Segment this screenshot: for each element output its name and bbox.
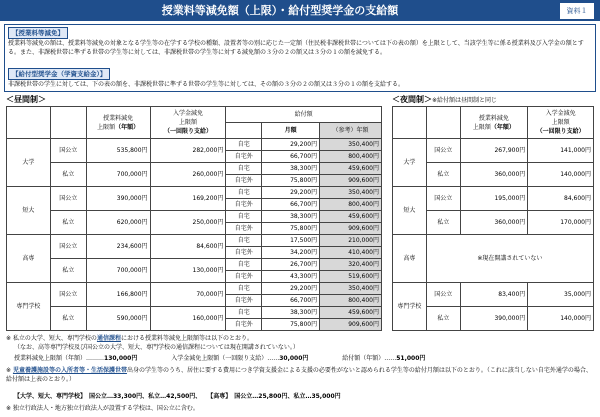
day-col-tuition: 授業料減免 上限額（年額） (86, 107, 150, 139)
note-correspondence-sub: （なお、高等専門学校及び国公立の大学、短大、専門学校の通信課程については現在開講されていない。） (14, 344, 299, 351)
entrance-cell: 130,000円 (150, 259, 226, 283)
monthly-cell: 75,800円 (262, 319, 320, 331)
monthly-cell: 17,500円 (262, 235, 320, 247)
school-type-cell: 高専 (393, 235, 427, 283)
entrance-cell: 160,000円 (150, 307, 226, 331)
night-col-tuition: 授業料減免 上限額（年額） (460, 107, 528, 139)
school-type-cell: 短大 (393, 187, 427, 235)
annual-cell: 909,600円 (320, 223, 382, 235)
tuition-cell: 195,000円 (460, 187, 528, 211)
monthly-cell: 38,300円 (262, 163, 320, 175)
entrance-cell: 35,000円 (528, 283, 594, 307)
section-text-tuition: 授業料等減免の額は、授業料等減免の対象となる学生等の在学する学校の種類、設置者等の別に応じた一定額（住民税非課税世帯については下の表の額）を上限として、当該学生等に係る授業料及び入学金の額とする。また、非課税世帯に準ずる世帯の学生等に対しては、非課税世帯の学生等に対する減免額の３分の２の額又は３分の１の額を減免する。 (8, 40, 584, 56)
tuition-cell: 83,400円 (460, 283, 528, 307)
tuition-cell: 390,000円 (86, 187, 150, 211)
establisher-cell: 国公立 (50, 283, 86, 307)
living-cell: 自宅外 (226, 319, 262, 331)
tuition-cell: 390,000円 (460, 307, 528, 331)
table-row (393, 235, 594, 283)
annual-cell: 800,400円 (320, 199, 382, 211)
monthly-cell: 29,200円 (262, 187, 320, 199)
table-row (7, 163, 382, 175)
day-col-school (7, 107, 51, 139)
annual-cell: 459,600円 (320, 163, 382, 175)
monthly-cell: 26,700円 (262, 259, 320, 271)
annual-cell: 909,600円 (320, 175, 382, 187)
monthly-cell: 66,700円 (262, 199, 320, 211)
entrance-cell: 140,000円 (528, 163, 594, 187)
tuition-cell: 535,800円 (86, 139, 150, 163)
day-col-grant: 給付額 (226, 107, 382, 123)
annual-cell: 350,400円 (320, 283, 382, 295)
school-type-cell: 専門学校 (7, 283, 51, 331)
entrance-cell: 170,000円 (528, 211, 594, 235)
table-row (7, 187, 382, 199)
tuition-cell: 700,000円 (86, 163, 150, 187)
night-col-type (426, 107, 460, 139)
tuition-cell: 360,000円 (460, 211, 528, 235)
annual-cell: 320,400円 (320, 259, 382, 271)
entrance-cell: 250,000円 (150, 211, 226, 235)
living-cell: 自宅 (226, 307, 262, 319)
annual-cell: 210,000円 (320, 235, 382, 247)
establisher-cell: 私立 (50, 163, 86, 187)
school-type-cell: 高専 (7, 235, 51, 283)
monthly-cell: 34,200円 (262, 247, 320, 259)
living-cell: 自宅 (226, 283, 262, 295)
establisher-cell: 私立 (426, 307, 460, 331)
note-protected: ※ 児童養護施設等の入所者等・生活保護世帯出身の学生等のうち、居住に要する費用につき学資支援金による支援の必要性がないと認められる学生等の給付月額は以下のとおり。（これに該当しない自宅外通学の場合、給付額は上表のとおり。） (6, 367, 592, 383)
note-protected-rates: 【大学、短大、専門学校】 国公立…33,300円、私立…42,500円、 【高専】 国公立…25,800円、私立…35,000円 (14, 393, 341, 400)
living-cell: 自宅 (226, 139, 262, 151)
table-row (7, 235, 382, 247)
table-row (393, 187, 594, 211)
living-cell: 自宅 (226, 259, 262, 271)
school-type-cell: 大学 (7, 139, 51, 187)
day-col-reference: （参考）年額 (320, 123, 382, 139)
monthly-cell: 43,300円 (262, 271, 320, 283)
annual-cell: 459,600円 (320, 307, 382, 319)
entrance-cell: 169,200円 (150, 187, 226, 211)
monthly-cell: 75,800円 (262, 223, 320, 235)
living-cell: 自宅 (226, 163, 262, 175)
tuition-cell: 234,600円 (86, 235, 150, 259)
note-correspondence: ※ 私立の大学、短大、専門学校の通信課程における授業料等減免上限額等は以下のとおり。 (6, 335, 253, 342)
annual-cell: 459,600円 (320, 211, 382, 223)
entrance-cell: 84,600円 (528, 187, 594, 211)
document-badge: 資料１ (560, 3, 594, 19)
establisher-cell: 国公立 (50, 187, 86, 211)
page-title: 授業料等減免額（上限）・給付型奨学金の支給額 (161, 4, 399, 17)
table-row (393, 139, 594, 163)
table-row (7, 259, 382, 271)
table-row (7, 307, 382, 319)
tuition-cell: 360,000円 (460, 163, 528, 187)
school-type-cell: 大学 (393, 139, 427, 187)
school-type-cell: 専門学校 (393, 283, 427, 331)
entrance-cell: 84,600円 (150, 235, 226, 259)
entrance-cell: 70,000円 (150, 283, 226, 307)
living-cell: 自宅外 (226, 151, 262, 163)
entrance-cell: 141,000円 (528, 139, 594, 163)
day-col-monthly: 月額 (262, 123, 320, 139)
day-table-heading: ＜昼間制＞ (6, 95, 46, 104)
establisher-cell: 国公立 (50, 139, 86, 163)
monthly-cell: 29,200円 (262, 283, 320, 295)
annual-cell: 800,400円 (320, 295, 382, 307)
monthly-cell: 38,300円 (262, 307, 320, 319)
annual-cell: 519,600円 (320, 271, 382, 283)
living-cell: 自宅外 (226, 247, 262, 259)
tuition-cell: 590,000円 (86, 307, 150, 331)
establisher-cell: 私立 (50, 307, 86, 331)
annual-cell: 410,400円 (320, 247, 382, 259)
tuition-cell: 166,800円 (86, 283, 150, 307)
night-col-school (393, 107, 427, 139)
school-type-cell: 短大 (7, 187, 51, 235)
intro-box (4, 24, 596, 92)
day-col-entrance: 入学金減免 上限額 （一回限り支給） (150, 107, 226, 139)
establisher-cell: 私立 (426, 211, 460, 235)
note-correspondence-values: 授業料減免上限額（年額）………130,000円 入学金減免上限額（一回限り支給）……30,000円 給付額（年額）……51,000円 (14, 355, 426, 362)
section-label-grant: 【給付型奨学金（学資支給金）】 (8, 68, 110, 80)
table-row (7, 283, 382, 295)
table-row (7, 139, 382, 151)
living-cell: 自宅 (226, 187, 262, 199)
tuition-cell: 620,000円 (86, 211, 150, 235)
day-col-living (226, 123, 262, 139)
section-text-grant: 非課税世帯の学生に対しては、下の表の額を、非課税世帯に準ずる世帯の学生等に対しては、その額の３分の２の額又は３分の１の額を支給する。 (8, 81, 405, 88)
annual-cell: 909,600円 (320, 319, 382, 331)
establisher-cell: 国公立 (426, 139, 460, 163)
tuition-cell: 267,900円 (460, 139, 528, 163)
living-cell: 自宅 (226, 211, 262, 223)
night-table-heading: ＜夜間制＞※給付額は昼間制と同じ (392, 95, 498, 104)
day-table (6, 106, 382, 331)
day-col-type (50, 107, 86, 139)
monthly-cell: 66,700円 (262, 151, 320, 163)
monthly-cell: 38,300円 (262, 211, 320, 223)
entrance-cell: 260,000円 (150, 163, 226, 187)
establisher-cell: 国公立 (50, 235, 86, 259)
living-cell: 自宅外 (226, 271, 262, 283)
living-cell: 自宅外 (226, 175, 262, 187)
monthly-cell: 66,700円 (262, 295, 320, 307)
monthly-cell: 75,800円 (262, 175, 320, 187)
note-independent-admin: ※ 独立行政法人・地方独立行政法人が設置する学校は、国公立に含む。 (6, 405, 199, 412)
living-cell: 自宅 (226, 235, 262, 247)
establisher-cell: 私立 (426, 163, 460, 187)
establisher-cell: 私立 (50, 211, 86, 235)
annual-cell: 350,400円 (320, 139, 382, 151)
living-cell: 自宅外 (226, 199, 262, 211)
entrance-cell: 282,000円 (150, 139, 226, 163)
monthly-cell: 29,200円 (262, 139, 320, 151)
annual-cell: 800,400円 (320, 151, 382, 163)
entrance-cell: 140,000円 (528, 307, 594, 331)
table-row (7, 211, 382, 223)
not-offered-cell: ※現在開講されていない (426, 235, 593, 283)
tuition-cell: 700,000円 (86, 259, 150, 283)
establisher-cell: 私立 (50, 259, 86, 283)
night-table (392, 106, 594, 331)
annual-cell: 350,400円 (320, 187, 382, 199)
establisher-cell: 国公立 (426, 283, 460, 307)
table-row (393, 283, 594, 307)
establisher-cell: 国公立 (426, 187, 460, 211)
living-cell: 自宅外 (226, 295, 262, 307)
night-col-entrance: 入学金減免 上限額 （一回限り支給） (528, 107, 594, 139)
living-cell: 自宅外 (226, 223, 262, 235)
section-label-tuition: 【授業料等減免】 (8, 27, 68, 39)
